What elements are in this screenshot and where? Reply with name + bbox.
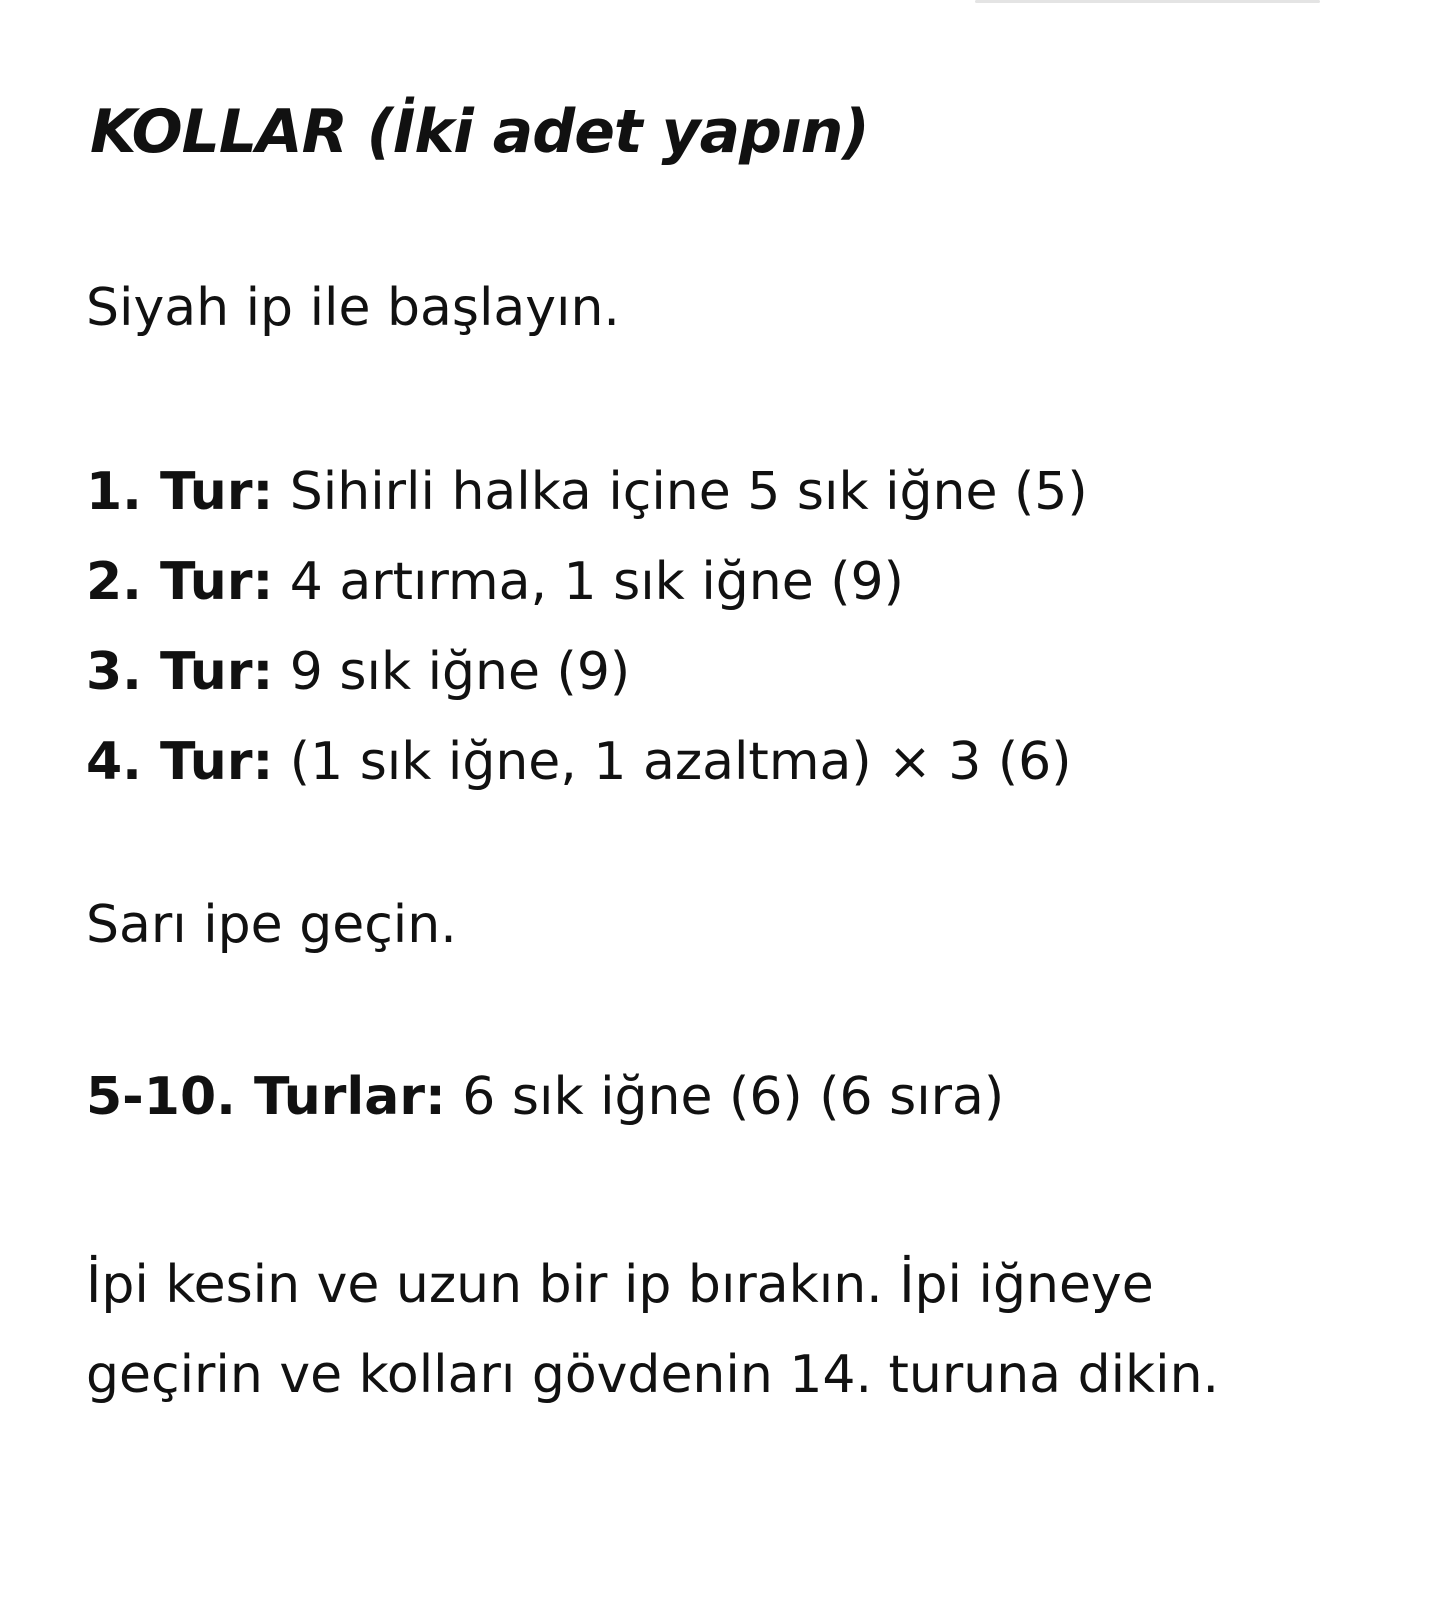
finishing-line-1: İpi kesin ve uzun bir ip bırakın. İpi iğneye: [86, 1255, 1154, 1315]
rounds-list: [86, 447, 1088, 807]
range-round-row: [86, 1065, 1004, 1129]
round-row: [86, 717, 1088, 807]
color-change-instruction: Sarı ipe geçin.: [86, 895, 457, 955]
section-title: KOLLAR (İki adet yapın): [90, 97, 869, 167]
round-label: 3. Tur:: [86, 642, 274, 702]
round-row: [86, 537, 1088, 627]
round-label: 1. Tur:: [86, 462, 274, 522]
round-label: 4. Tur:: [86, 732, 274, 792]
start-instruction: Siyah ip ile başlayın.: [86, 278, 620, 338]
round-text: (1 sık iğne, 1 azaltma) × 3 (6): [289, 732, 1072, 792]
finishing-instruction: [86, 1240, 1219, 1420]
range-round-label: 5-10. Turlar:: [86, 1067, 446, 1127]
top-divider: [975, 0, 1320, 3]
finishing-line-2: geçirin ve kolları gövdenin 14. turuna dikin.: [86, 1345, 1220, 1405]
round-text: 4 artırma, 1 sık iğne (9): [289, 552, 904, 612]
round-label: 2. Tur:: [86, 552, 274, 612]
round-text: Sihirli halka içine 5 sık iğne (5): [289, 462, 1088, 522]
round-text: 9 sık iğne (9): [289, 642, 631, 702]
round-row: [86, 627, 1088, 717]
round-row: [86, 447, 1088, 537]
range-round-text: 6 sık iğne (6) (6 sıra): [462, 1067, 1005, 1127]
